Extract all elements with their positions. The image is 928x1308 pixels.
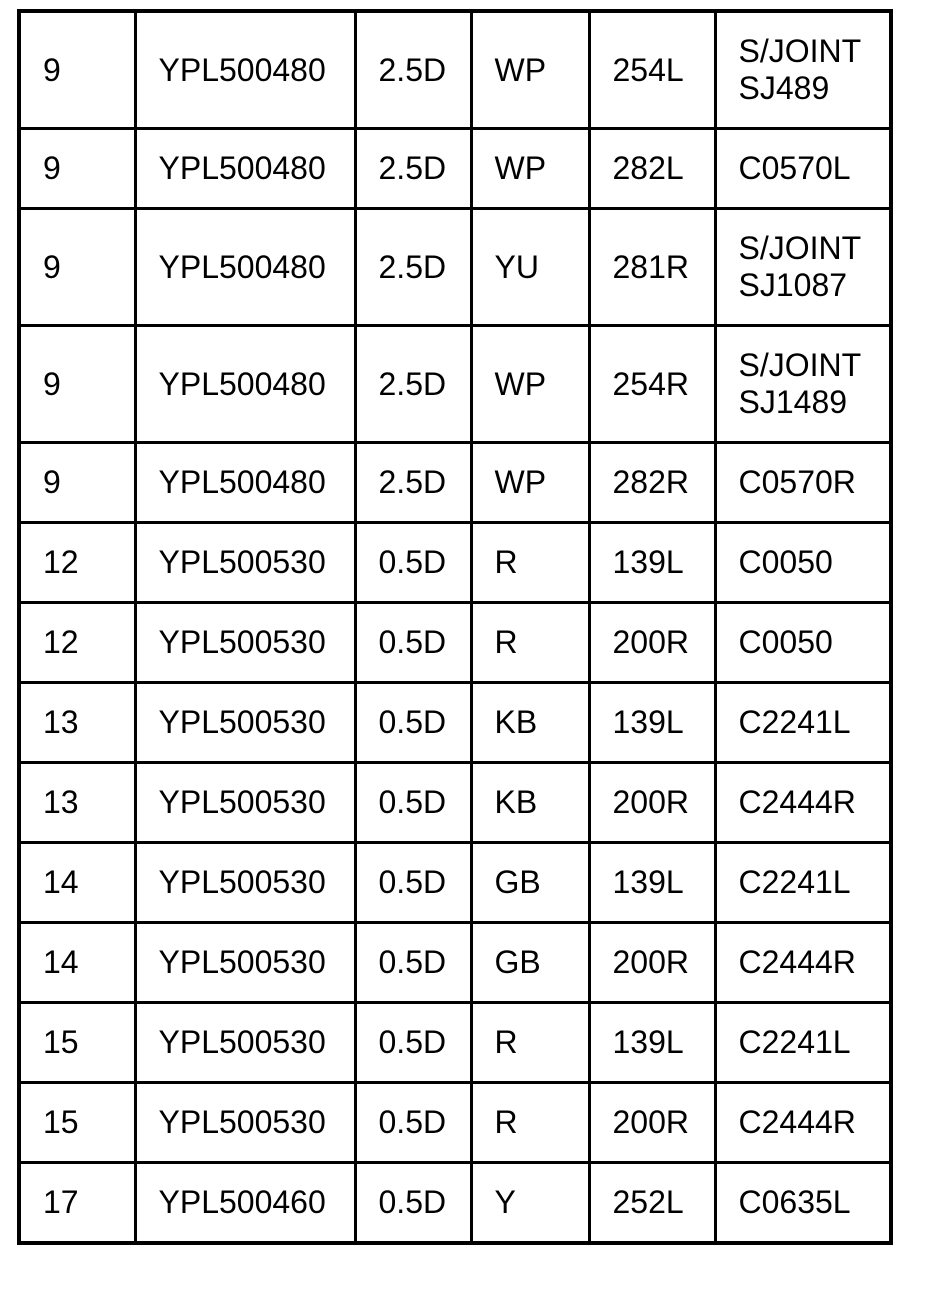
cell-connector (715, 763, 891, 843)
table-row (19, 843, 891, 923)
cell-part-number: YPL500480 (135, 443, 355, 523)
cell-color: R (471, 523, 589, 603)
table-row (19, 1083, 891, 1163)
cell-part-number: YPL500530 (135, 1083, 355, 1163)
cell-size: 0.5D (355, 763, 471, 843)
cell-line: C0570L (738, 150, 851, 186)
cell-size: 0.5D (355, 923, 471, 1003)
cell-no: 14 (19, 923, 135, 1003)
cell-no: 15 (19, 1003, 135, 1083)
cell-no: 9 (19, 129, 135, 209)
cell-line: SJ489 (738, 70, 830, 106)
cell-connector (715, 603, 891, 683)
cell-no: 12 (19, 523, 135, 603)
cell-line: C0570R (738, 464, 856, 500)
cell-color: KB (471, 763, 589, 843)
cell-line: S/JOINT (738, 347, 862, 383)
table-row (19, 1003, 891, 1083)
cell-part-number: YPL500480 (135, 209, 355, 326)
cell-color: YU (471, 209, 589, 326)
table-row (19, 11, 891, 129)
cell-part-number: YPL500460 (135, 1163, 355, 1244)
cell-connector (715, 1083, 891, 1163)
cell-no: 12 (19, 603, 135, 683)
cell-no: 13 (19, 763, 135, 843)
cell-size: 2.5D (355, 11, 471, 129)
table-row (19, 763, 891, 843)
table-body (19, 11, 891, 1243)
table-row (19, 209, 891, 326)
cell-line: C2241L (738, 864, 851, 900)
cell-line: C0635L (738, 1184, 851, 1220)
cell-no: 9 (19, 443, 135, 523)
cell-part-number: YPL500530 (135, 763, 355, 843)
cell-connector (715, 443, 891, 523)
cell-line: SJ1087 (738, 267, 848, 303)
table-row (19, 523, 891, 603)
cell-connector (715, 129, 891, 209)
cell-terminal: 200R (589, 1083, 715, 1163)
cell-line: SJ1489 (738, 384, 848, 420)
cell-terminal: 254R (589, 326, 715, 443)
cell-size: 0.5D (355, 683, 471, 763)
cell-no: 9 (19, 209, 135, 326)
cell-no: 14 (19, 843, 135, 923)
table-row (19, 603, 891, 683)
cell-size: 0.5D (355, 1163, 471, 1244)
cell-connector (715, 326, 891, 443)
cell-terminal: 139L (589, 843, 715, 923)
cell-terminal: 200R (589, 603, 715, 683)
cell-color: WP (471, 326, 589, 443)
cell-size: 2.5D (355, 326, 471, 443)
cell-terminal: 200R (589, 763, 715, 843)
cell-color: KB (471, 683, 589, 763)
cell-size: 0.5D (355, 1083, 471, 1163)
cell-color: R (471, 1083, 589, 1163)
cell-part-number: YPL500530 (135, 603, 355, 683)
table-row (19, 129, 891, 209)
cell-part-number: YPL500530 (135, 843, 355, 923)
cell-connector (715, 11, 891, 129)
cell-terminal: 254L (589, 11, 715, 129)
cell-no: 13 (19, 683, 135, 763)
cell-size: 2.5D (355, 129, 471, 209)
cell-color: GB (471, 843, 589, 923)
cell-line: C2444R (738, 784, 856, 820)
cell-size: 0.5D (355, 843, 471, 923)
cell-color: R (471, 603, 589, 683)
cell-part-number: YPL500530 (135, 1003, 355, 1083)
cell-color: WP (471, 11, 589, 129)
cell-terminal: 200R (589, 923, 715, 1003)
table-row (19, 923, 891, 1003)
cell-color: GB (471, 923, 589, 1003)
cell-part-number: YPL500530 (135, 923, 355, 1003)
cell-line: C2241L (738, 1024, 851, 1060)
cell-color: R (471, 1003, 589, 1083)
cell-line: C0050 (738, 544, 833, 580)
cell-terminal: 252L (589, 1163, 715, 1244)
cell-line: S/JOINT (738, 230, 862, 266)
table-row (19, 1163, 891, 1244)
cell-connector (715, 843, 891, 923)
cell-color: WP (471, 129, 589, 209)
cell-line: C2241L (738, 704, 851, 740)
cell-no: 9 (19, 326, 135, 443)
cell-no: 15 (19, 1083, 135, 1163)
cell-part-number: YPL500480 (135, 129, 355, 209)
cell-terminal: 282L (589, 129, 715, 209)
cell-line: C2444R (738, 1104, 856, 1140)
cell-terminal: 139L (589, 523, 715, 603)
cell-size: 0.5D (355, 603, 471, 683)
cell-part-number: YPL500530 (135, 523, 355, 603)
cell-terminal: 281R (589, 209, 715, 326)
cell-connector (715, 209, 891, 326)
cell-no: 9 (19, 11, 135, 129)
cell-terminal: 139L (589, 1003, 715, 1083)
cell-terminal: 282R (589, 443, 715, 523)
table-row (19, 443, 891, 523)
cell-no: 17 (19, 1163, 135, 1244)
cell-connector (715, 523, 891, 603)
cell-connector (715, 1163, 891, 1244)
cell-size: 2.5D (355, 209, 471, 326)
cell-part-number: YPL500480 (135, 11, 355, 129)
cell-line: C0050 (738, 624, 833, 660)
cell-color: WP (471, 443, 589, 523)
cell-connector (715, 923, 891, 1003)
cell-size: 0.5D (355, 1003, 471, 1083)
cell-size: 2.5D (355, 443, 471, 523)
table-row (19, 683, 891, 763)
cell-color: Y (471, 1163, 589, 1244)
table-row (19, 326, 891, 443)
cell-connector (715, 683, 891, 763)
cell-part-number: YPL500530 (135, 683, 355, 763)
wiring-table (17, 9, 893, 1245)
cell-part-number: YPL500480 (135, 326, 355, 443)
cell-line: C2444R (738, 944, 856, 980)
cell-size: 0.5D (355, 523, 471, 603)
cell-connector (715, 1003, 891, 1083)
cell-terminal: 139L (589, 683, 715, 763)
cell-line: S/JOINT (738, 33, 862, 69)
